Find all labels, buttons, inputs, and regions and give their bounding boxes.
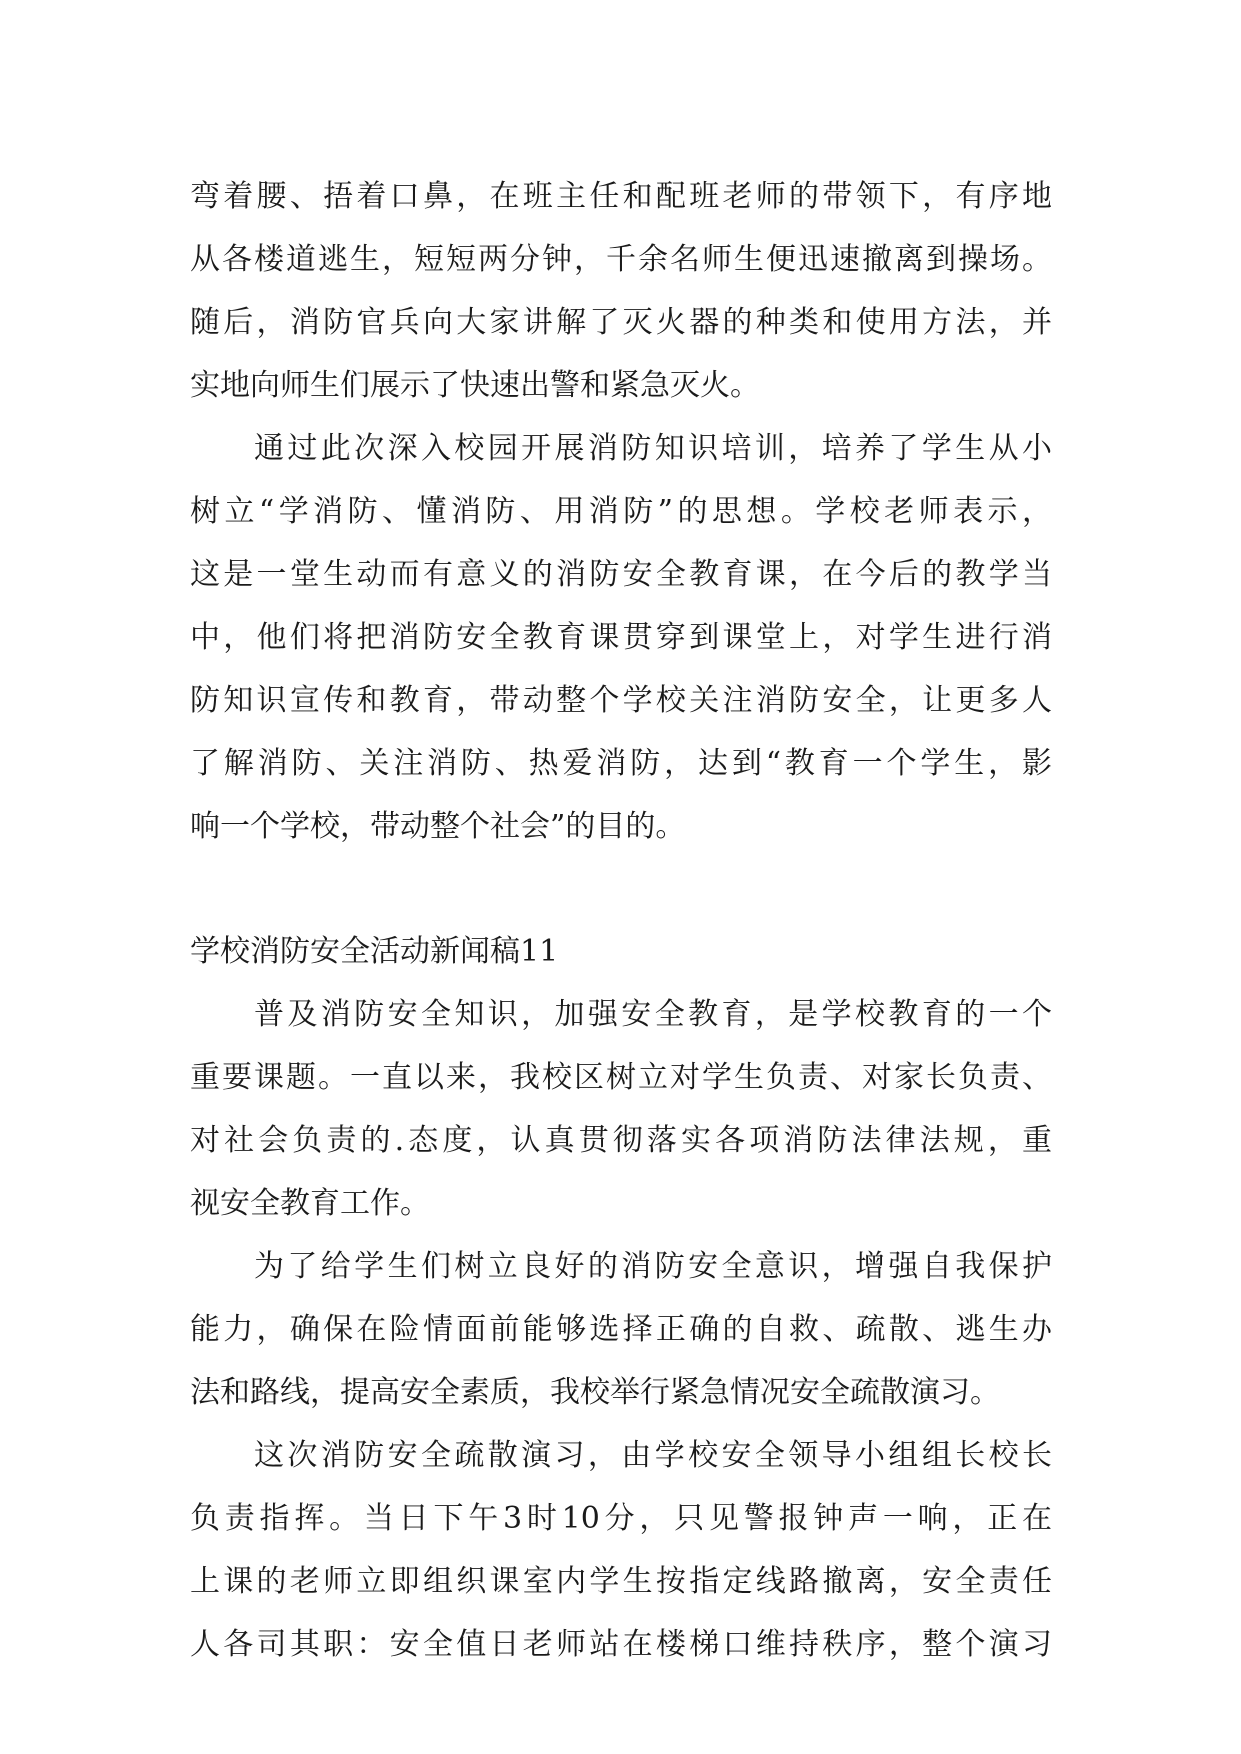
paragraph-line: 从各楼道逃生，短短两分钟，千余名师生便迅速撤离到操场。 [190, 242, 1052, 277]
paragraph-line: 了解消防、关注消防、热爱消防，达到“教育一个学生，影 [190, 746, 1052, 781]
paragraph-line: 树立“学消防、懂消防、用消防”的思想。学校老师表示， [190, 494, 1052, 529]
paragraph-line: 这是一堂生动而有意义的消防安全教育课，在今后的教学当 [190, 557, 1052, 592]
paragraph-line: 普及消防安全知识，加强安全教育，是学校教育的一个 [254, 997, 1052, 1032]
paragraph-line: 视安全教育工作。 [190, 1186, 430, 1221]
paragraph-line: 中，他们将把消防安全教育课贯穿到课堂上，对学生进行消 [190, 620, 1052, 655]
paragraph-line: 对社会负责的.态度，认真贯彻落实各项消防法律法规，重 [190, 1123, 1052, 1158]
paragraph-line: 响一个学校，带动整个社会”的目的。 [190, 809, 686, 844]
paragraph-2 [190, 417, 1052, 858]
paragraph-line: 防知识宣传和教育，带动整个学校关注消防安全，让更多人 [190, 683, 1052, 718]
paragraph-line: 这次消防安全疏散演习，由学校安全领导小组组长校长 [254, 1438, 1052, 1473]
paragraph-4 [190, 1235, 1052, 1424]
paragraph-line: 弯着腰、捂着口鼻，在班主任和配班老师的带领下，有序地 [190, 179, 1052, 214]
paragraph-line: 人各司其职：安全值日老师站在楼梯口维持秩序，整个演习 [190, 1627, 1052, 1662]
paragraph-line: 实地向师生们展示了快速出警和紧急灭火。 [190, 368, 760, 403]
paragraph-5 [190, 1424, 1052, 1676]
paragraph-line: 随后，消防官兵向大家讲解了灭火器的种类和使用方法，并 [190, 305, 1052, 340]
paragraph-line: 法和路线，提高安全素质，我校举行紧急情况安全疏散演习。 [190, 1375, 1000, 1410]
paragraph-line: 上课的老师立即组织课室内学生按指定线路撤离，安全责任 [190, 1564, 1052, 1599]
paragraph-3 [190, 983, 1052, 1235]
section-title: 学校消防安全活动新闻稿11 [190, 934, 559, 969]
paragraph-line: 通过此次深入校园开展消防知识培训，培养了学生从小 [254, 431, 1052, 466]
paragraph-line: 重要课题。一直以来，我校区树立对学生负责、对家长负责、 [190, 1060, 1052, 1095]
paragraph-1 [190, 165, 1052, 417]
paragraph-line: 为了给学生们树立良好的消防安全意识，增强自我保护 [254, 1249, 1052, 1284]
paragraph-line: 能力，确保在险情面前能够选择正确的自救、疏散、逃生办 [190, 1312, 1052, 1347]
document-body [190, 165, 1052, 1676]
paragraph-line: 负责指挥。当日下午3时10分，只见警报钟声一响，正在 [190, 1501, 1052, 1536]
